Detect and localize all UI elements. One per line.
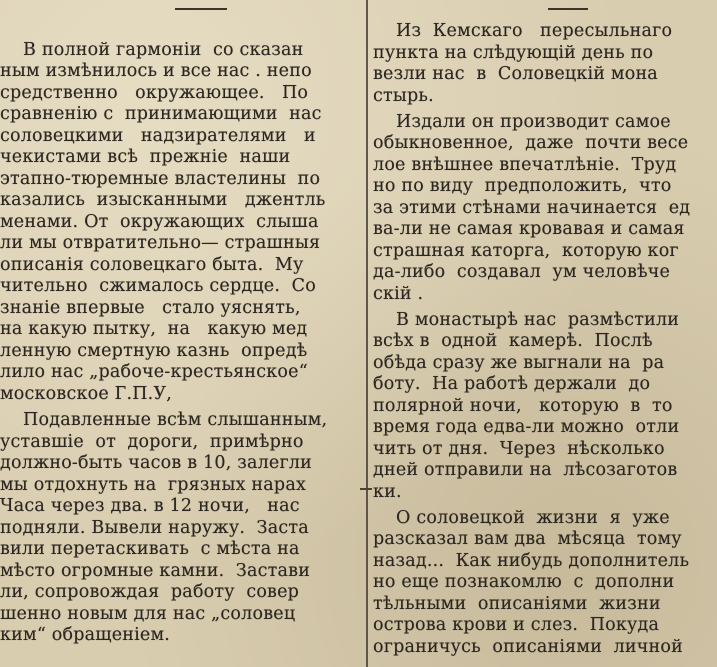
text-line: лило нас „рабоче-крестьянское“ (0, 362, 308, 382)
text-line: В полной гармонiи со сказан (0, 40, 304, 60)
text-line: страшная каторга, которую ког (373, 241, 679, 261)
text-line: чить от дня. Через нѣсколько (373, 439, 665, 459)
text-line: пункта на слѣдующiй день по (373, 43, 654, 63)
text-line: но еще познакомлю с дополни (373, 572, 675, 592)
text-line: знанiе впервые стало уяснять, (0, 298, 301, 318)
text-line: чекистами всѣ прежнiе наши (0, 147, 291, 167)
text-line: московское Г.П.У, (0, 384, 173, 404)
text-line: да-либо создавал ум человѣче (373, 262, 671, 282)
text-line: мѣсто огромные камни. Застави (0, 561, 311, 581)
text-line: ным измѣнилось и все нас . непо (0, 61, 312, 81)
text-line: Издали он производит самое (373, 112, 671, 132)
text-line: но по виду предположить, что (373, 176, 672, 196)
text-line: Из Кемскаго пересыльнаго (373, 21, 673, 41)
text-line: ли, сопровождая работу совер (0, 582, 300, 602)
text-line: дней отправили на лѣсозаготов (373, 460, 678, 480)
text-line: О соловецкой жизни я уже (373, 508, 670, 528)
text-line: ограничусь описанiями личной (373, 637, 684, 657)
text-line: Часа через два. в 12 ночи, нас (0, 496, 300, 516)
text-line: разсказал вам два мѣсяца тому (373, 529, 682, 549)
text-line: ким“ обращенiем. (0, 625, 171, 645)
text-line: за этими стѣнами начинается ед (373, 198, 691, 218)
text-line: описанiя соловецкаго быта. Му (0, 255, 304, 275)
text-line: тѣльными описанiями жизни (373, 594, 661, 614)
text-line: шенно новым для нас „соловец (0, 604, 296, 624)
text-line: обыкновенное, даже почти весе (373, 133, 689, 153)
text-line: ва-ли не самая кровавая и самая (373, 219, 685, 239)
text-line: чительно сжималось сердце. Со (0, 276, 316, 296)
text-line: острова крови и слез. Покуда (373, 615, 660, 635)
text-line: ленную смертную казнь опредѣ (0, 341, 308, 361)
text-line: сравненiю с принимающими нас (0, 104, 322, 124)
text-line: казались изысканными джентль (0, 190, 326, 210)
text-line: везли нас в Соловецкiй мона (373, 64, 658, 84)
text-line: вили перетаскивать с мѣста на (0, 539, 300, 559)
text-line: соловецкими надзирателями и (0, 126, 316, 146)
text-line: скiй . (373, 284, 424, 304)
text-line: Подавленные всѣм слышанным, (0, 410, 328, 430)
text-line: подняли. Вывели наружу. Заста (0, 518, 309, 538)
text-line: лое внѣшнее впечатлѣнiе. Труд (373, 155, 677, 175)
text-line: стырь. (373, 86, 434, 106)
text-line: на какую пытку, на какую мед (0, 319, 308, 339)
text-line: средственно окружающее. По (0, 83, 309, 103)
text-line: обѣда сразу же выгнали на ра (373, 353, 665, 373)
text-line: мы отдохнуть на грязных нарах (0, 475, 307, 495)
column-divider (366, 0, 368, 667)
text-line: уставшiе от дороги, примѣрно (0, 432, 304, 452)
right-column (373, 0, 717, 667)
left-column-top-rule (175, 8, 227, 10)
text-line: В монастырѣ нас размѣстили (373, 310, 680, 330)
text-line: менами. От окружающих слыша (0, 212, 319, 232)
text-line: время года едва-ли можно отли (373, 417, 680, 437)
text-line: этапно-тюремные властелины по (0, 169, 321, 189)
text-line: боту. На работѣ держали до (373, 374, 651, 394)
text-line: всѣх в одной камерѣ. Послѣ (373, 331, 653, 351)
right-column-top-rule (548, 8, 588, 10)
text-line: должно-быть часов в 10, залегли (0, 453, 313, 473)
text-line: ли мы отвратительно— страшныя (0, 233, 321, 253)
text-line: полярной ночи, которую в то (373, 396, 673, 416)
text-line: ки. (373, 482, 402, 502)
text-line: назад... Как нибудь дополнитель (373, 551, 690, 571)
